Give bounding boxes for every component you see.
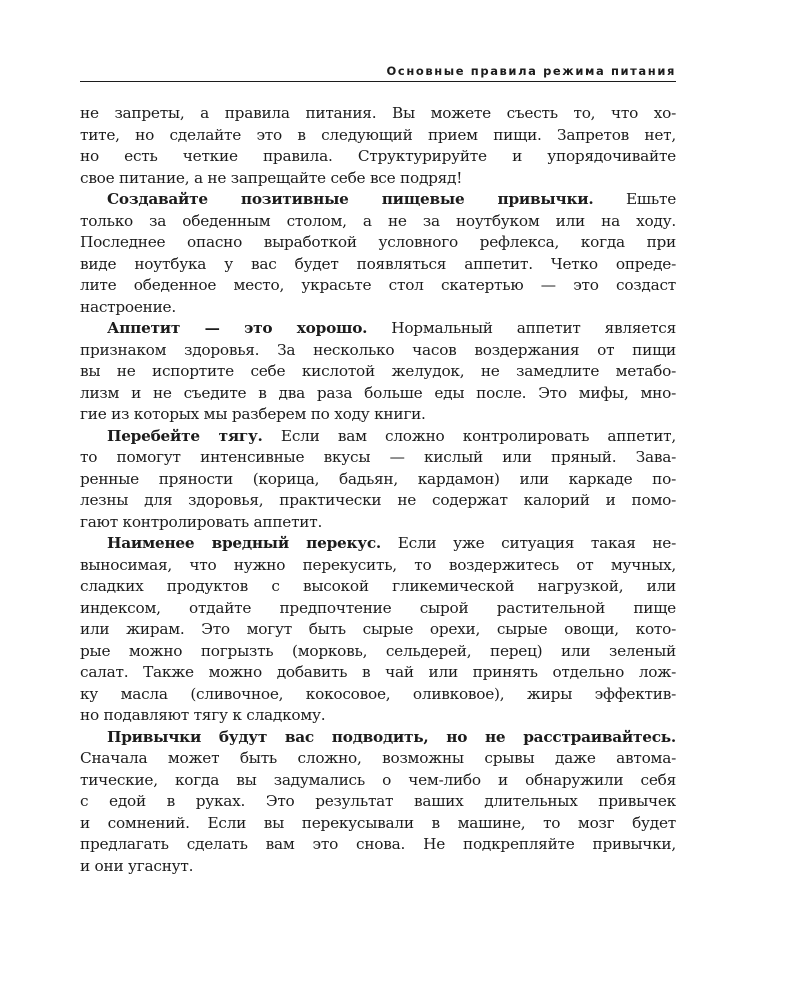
- text-line: Последнее опасно выработкой условного рефлекса, когда при: [80, 233, 676, 251]
- text-line: но есть четкие правила. Структурируйте и упорядочивайте: [80, 147, 676, 165]
- text-line: виде ноутбука у вас будет появляться аппетит. Четко опреде-: [80, 254, 676, 273]
- text-line: и они угаснут.: [80, 856, 194, 875]
- text-line: гие из которых мы разберем по ходу книги.: [80, 405, 426, 423]
- paragraph-lead: Перебейте тягу.: [107, 426, 263, 445]
- paragraph-lead: Создавайте позитивные пищевые привычки.: [107, 190, 594, 208]
- text-line: с едой в руках. Это результат ваших длительных привычек: [80, 792, 676, 810]
- text-line: сладких продуктов с высокой гликемической нагрузкой, или: [80, 577, 676, 595]
- text-line: [80, 727, 676, 749]
- text-line: только за обеденным столом, а не за ноутбуком или на ходу.: [80, 211, 676, 230]
- text-line: рые можно погрызть (морковь, сельдерей, перец) или зеленый: [80, 641, 676, 660]
- paragraph-lead: Наименее вредный перекус.: [107, 534, 381, 552]
- text-line: тите, но сделайте это в следующий прием пищи. Запретов нет,: [80, 125, 676, 144]
- text-line: гают контролировать аппетит.: [80, 512, 323, 531]
- text-line: то помогут интенсивные вкусы — кислый или пряный. Зава-: [80, 448, 676, 466]
- paragraph-lead: Аппетит — это хорошо.: [107, 319, 368, 337]
- text-run: Ешьте: [593, 190, 676, 208]
- text-line: лите обеденное место, украсьте стол скатертью — это создаст: [80, 276, 676, 294]
- paragraph-appetite: [80, 318, 676, 426]
- text-line: но подавляют тягу к сладкому.: [80, 706, 326, 724]
- text-line: салат. Также можно добавить в чай или принять отдельно лож-: [80, 663, 676, 681]
- text-run: Если уже ситуация такая не-: [380, 534, 676, 552]
- text-line: [80, 533, 676, 555]
- text-line: Сначала может быть сложно, возможны срывы даже автома-: [80, 749, 676, 767]
- text-line: признаком здоровья. За несколько часов воздержания от пищи: [80, 340, 676, 359]
- text-line: лезны для здоровья, практически не содержат калорий и помо-: [80, 491, 676, 509]
- text-line: не запреты, а правила питания. Вы можете съесть то, что хо-: [80, 104, 676, 122]
- page-body: [80, 103, 676, 877]
- text-line: и сомнений. Если вы перекусывали в машине, то мозг будет: [80, 813, 676, 832]
- text-line: настроение.: [80, 297, 176, 316]
- text-line: [80, 318, 676, 340]
- paragraph-snack: [80, 533, 676, 727]
- running-head: [80, 63, 676, 82]
- text-line: предлагать сделать вам это снова. Не подкрепляйте привычки,: [80, 835, 676, 853]
- text-line: ренные пряности (корица, бадьян, кардамон) или каркаде по-: [80, 469, 676, 488]
- text-line: или жирам. Это могут быть сырые орехи, сырые овощи, кото-: [80, 620, 676, 638]
- text-line: ку масла (сливочное, кокосовое, оливковое), жиры эффектив-: [80, 684, 676, 703]
- paragraph-positive-habits: [80, 189, 676, 318]
- text-line: [80, 189, 676, 211]
- text-line: вы не испортите себе кислотой желудок, не замедлите метабо-: [80, 362, 676, 380]
- text-line: индексом, отдайте предпочтение сырой растительной пище: [80, 598, 676, 617]
- paragraph-habits-fail: [80, 727, 676, 878]
- paragraph-continuation: [80, 103, 676, 189]
- running-title: Основные правила режима питания: [386, 64, 676, 78]
- paragraph-lead: Привычки будут вас подводить, но не расстраивайтесь.: [107, 727, 676, 746]
- text-run: Нормальный аппетит является: [367, 319, 676, 337]
- text-run: Если вам сложно контролировать аппетит,: [262, 426, 676, 445]
- text-line: тические, когда вы задумались о чем-либо и обнаружили себя: [80, 770, 676, 789]
- text-line: лизм и не съедите в два раза больше еды после. Это мифы, мно-: [80, 383, 676, 402]
- text-line: [80, 426, 676, 448]
- text-line: выносимая, что нужно перекусить, то воздержитесь от мучных,: [80, 555, 676, 574]
- paragraph-cravings: [80, 426, 676, 534]
- text-line: свое питание, а не запрещайте себе все подряд!: [80, 168, 463, 187]
